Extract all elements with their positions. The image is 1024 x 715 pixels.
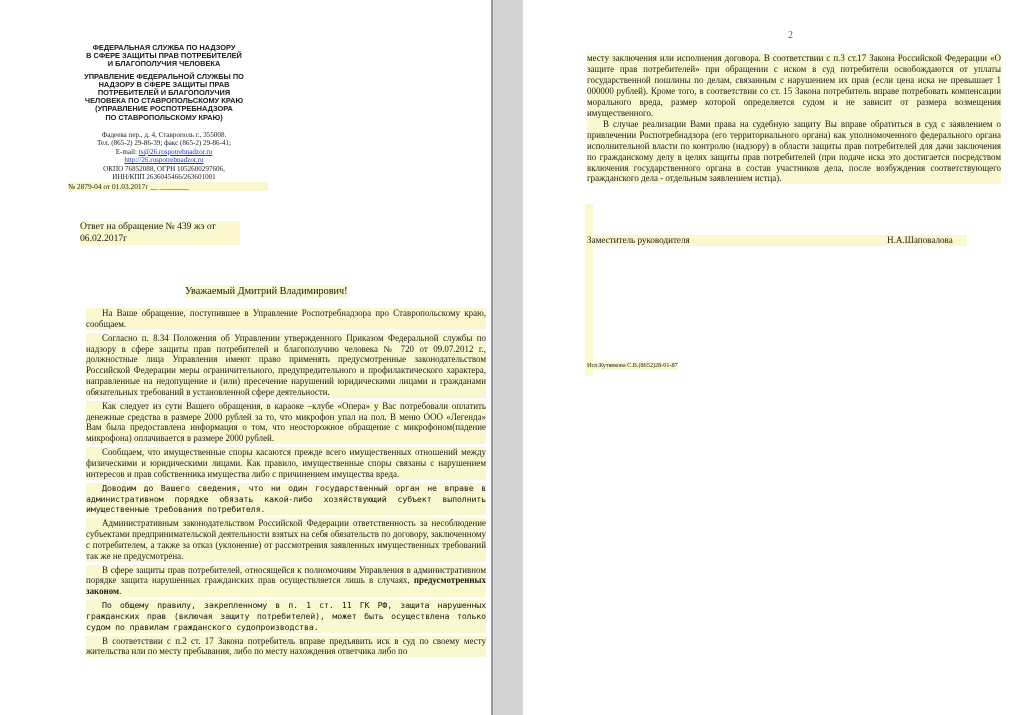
paragraph-text: На Ваше обращение, поступившее в Управление Роспотребнадзора про Ставропольскому краю, сообщаем. (86, 308, 486, 329)
email-link[interactable]: ts@26.rospotrebnadzor.ru (138, 147, 213, 156)
org-header (64, 44, 264, 126)
website-link[interactable]: http://26.rospotrebnadzor.ru (124, 156, 204, 165)
address-line: ОКПО 76852088, ОГРН 1052600297606, (103, 164, 225, 173)
body-paragraph: В случае реализации Вами права на судебную защиту Вы вправе обратиться в суд с заявлением о привлечении Роспотребнадзора (его территориального органа) как уполномоченного федерального органа исполнительной власти по контролю (надзору) в области защиты прав потребителей для дачи заключения по гражданскому делу в целях защиты прав потребителей (при подаче иска это достигается посредством включения государственного органа в состав участников дела, после возбуждения соответствующего гражданского дела - отдельным заявлением истца). (587, 118, 1001, 184)
page-gutter (493, 0, 523, 715)
document-page-1 (0, 0, 491, 715)
paragraph-text: По общему правилу, закрепленному в п. 1 ст. 11 ГК РФ, защита нарушенных гражданских прав (включая защиту потребителей), может быть осуществлена только судом по правилам гражданского судопроизводства. (86, 600, 486, 632)
email-line (64, 148, 264, 156)
header-line: НАДЗОРУ В СФЕРЕ ЗАЩИТЫ ПРАВ (98, 79, 230, 89)
org-address (64, 131, 264, 181)
header-line: И БЛАГОПОЛУЧИЯ ЧЕЛОВЕКА (107, 59, 221, 69)
paragraph-text: Доводим до Вашего сведения, что ни один государственный орган не вправе в административном порядке обязать какой-либо хозяйствующий субъект выполнить имущественные требования потребителя. (86, 482, 486, 515)
body-paragraph (86, 565, 486, 598)
letter-body-continued (587, 53, 1001, 184)
body-paragraph (86, 600, 486, 633)
body-paragraph (86, 518, 486, 561)
signature-row (587, 235, 967, 246)
body-paragraph (86, 636, 486, 658)
document-page-2 (523, 0, 1024, 715)
body-paragraph (86, 483, 486, 516)
letter-body (86, 308, 486, 660)
page-number: 2 (788, 30, 793, 41)
body-paragraph: месту заключения или исполнения договора. В соответствии с п.3 ст.17 Закона Российской Федерации «О защите прав потребителей» при обращении с иском в суд потребители освобождаются от уплаты государственной пошлины по делам, связанным с нарушением их прав (если цена иска не превышает 1 000000 рублей). Кроме того, в соответствии со ст. 15 Закона потребитель вправе потребовать компенсации морального вреда, размер которой определяется судом и не зависит от размера возмещения имущественного. (587, 53, 1001, 118)
body-paragraph (86, 333, 486, 398)
header-line: ФЕДЕРАЛЬНАЯ СЛУЖБА ПО НАДЗОРУ (92, 43, 236, 52)
paragraph-text: Согласно п. 8.34 Положения об Управлении утвержденного Приказом Федеральной службы по надзору в сфере защиты прав потребителей и благополучию человека № 720 от 09.07.2012 г., должностные лица Управления имеют право применять предусмотренные законодательством Российской Федерации меры ограничительного, предупредительного и профилактического характера, направленные на недопущение и (или) пресечение нарушений юридическими лицами и гражданами обязательных требований в установленной сфере деятельности. (86, 332, 486, 397)
paragraph-text: В соответствии с п.2 ст. 17 Закона потребитель вправе предъявить иск в суд по своему месту жительства или по месту пребывания, либо по месту нахождения ответчика либо по (86, 635, 486, 657)
paragraph-text: В сфере защиты прав потребителей, относящейся к полномочиям Управления в административном порядке защита нарушенных гражданских прав осуществляется лишь в случаях, (86, 564, 486, 586)
body-paragraph (86, 308, 486, 330)
header-line: ЧЕЛОВЕКА ПО СТАВРОПОЛЬСКОМУ КРАЮ (84, 96, 244, 106)
header-block (64, 44, 264, 69)
header-line: (УПРАВЛЕНИЕ РОСПОТРЕБНАДЗОРА (95, 104, 233, 114)
header-line: ПОТРЕБИТЕЛЕЙ И БЛАГОПОЛУЧИЯ (97, 88, 231, 98)
paragraph-text: Сообщаем, что имущественные споры касаются прежде всего имущественных отношений между физическими и юридическими лицами. Как правило, имущественные споры связаны с нарушением интересов и прав собственника имущества либо с причинением имущества вреда. (86, 447, 486, 479)
highlight-strip (585, 204, 593, 376)
address-line: ИНН/КПП 2636045466/263601001 (112, 173, 216, 182)
paragraph-text: Административным законодательством Российской Федерации ответственность за несоблюдение субъектами предпринимательской деятельности взятых на себя обязательств по договору, заключенному с потребителем, а также за отказ (уклонение) от рассмотрения заявленных имущественных требований так же не предусмотрена. (86, 518, 486, 561)
executor-line: Исп.Кутявкова С.В.(8652)28-01-87 (587, 362, 678, 369)
signer-name: Н.А.Шаповалова (887, 235, 953, 245)
header-line: В СФЕРЕ ЗАЩИТЫ ПРАВ ПОТРЕБИТЕЛЕЙ (86, 51, 242, 61)
paragraph-text: Как следует из сути Вашего обращения, в караоке –клубе «Опера» у Вас потребовали оплатить денежные средства в размере 2000 рублей за то, что микрофон упал на пол. В меню ООО «Легенда» Вам была предоставлена информация о том, что неосторожное обращение с микрофоном(падение микрофона) оплачивается в размере 2000 рублей. (86, 400, 486, 444)
body-paragraph (86, 401, 486, 444)
paragraph-tail: . (119, 586, 122, 597)
address-line: Тел. (865-2) 29-86-39; факс (865-2) 29-86-41; (96, 139, 232, 148)
header-line: УПРАВЛЕНИЕ ФЕДЕРАЛЬНОЙ СЛУЖБЫ ПО (84, 71, 244, 81)
address-line: Фадеева пер., д. 4, Ставрополь г., 355008. (101, 131, 227, 139)
greeting: Уважаемый Дмитрий Владимирович! (185, 286, 348, 297)
registration-number: № 2879-04 от 01.03.2017г __ ________ (68, 182, 268, 191)
answer-reference: Ответ на обращение № 439 жз от 06.02.2017г (80, 221, 240, 245)
body-paragraph (86, 447, 486, 480)
header-line: ПО СТАВРОПОЛЬСКОМУ КРАЮ) (105, 112, 223, 122)
header-block (64, 73, 264, 122)
bold-phrase: предусмотренных законом (86, 575, 486, 597)
email-label: E-mail: (115, 147, 139, 156)
signer-title: Заместитель руководителя (587, 235, 690, 245)
